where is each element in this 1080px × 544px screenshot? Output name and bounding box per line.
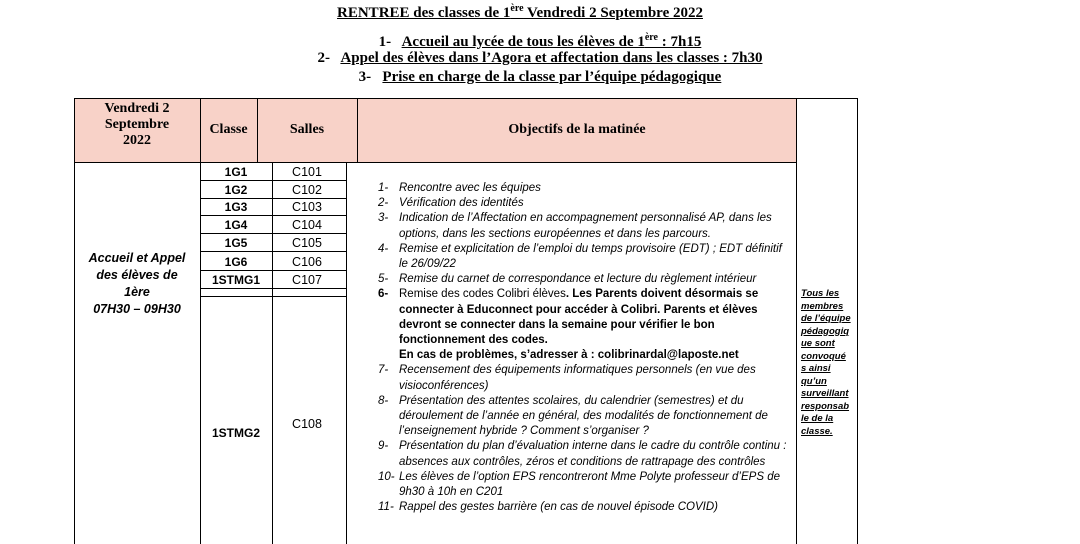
objective-text: Indication de l’Affectation en accompagnement personnalisé AP, dans les xyxy=(399,212,772,225)
objective-text: 9h30 à 10h en C201 xyxy=(399,486,504,499)
objective-text: Présentation du plan d’évaluation interne dans le cadre du contrôle continu : xyxy=(399,440,787,453)
note-line: membres xyxy=(801,300,844,312)
objective-text: Vérification des identités xyxy=(399,197,524,210)
objective-number: 8- xyxy=(378,394,389,407)
header-objectifs: Objectifs de la matinée xyxy=(508,122,646,137)
objective-number: 9- xyxy=(378,440,389,453)
objective-text-bold: devront se connecter dans la semaine pour vérifier le bon xyxy=(399,318,715,331)
header-date-line: 2022 xyxy=(123,133,151,148)
objective-item xyxy=(378,242,796,272)
objective-number: 10- xyxy=(378,470,395,483)
row-divider xyxy=(200,251,346,252)
objective-text-bold: connecter à Educonnect pour accéder à Colibri. Parents et élèves xyxy=(399,303,758,316)
step-text: Prise en charge de la classe par l’équipe pédagogique xyxy=(382,69,722,85)
class-name: 1G5 xyxy=(224,236,248,250)
objective-text: absences aux contrôles, zéros et conditions de rattrapage des contrôles xyxy=(399,455,766,468)
objective-text-bold: En cas de problèmes, s’adresser à : colibrinardal@laposte.net xyxy=(399,349,739,362)
title-date: Vendredi 2 Septembre 2022 xyxy=(523,5,703,21)
note-line: qu’un xyxy=(801,375,827,387)
note-line: ue sont xyxy=(801,338,835,349)
note-line: responsab xyxy=(801,400,850,412)
objective-text: options, dans les sections européennes et dans les parcours. xyxy=(399,227,711,240)
objective-text: déroulement de l’année en général, des modalités de fonctionnement de xyxy=(399,410,768,423)
col-divider xyxy=(346,163,347,544)
header-date-line: Vendredi 2 xyxy=(104,101,170,116)
session-line: 1ère xyxy=(124,285,150,299)
step-3 xyxy=(0,69,1080,86)
step-text: Appel des élèves dans l’Agora et affectation dans les classes : 7h30 xyxy=(340,50,763,66)
class-name: 1G4 xyxy=(224,218,248,232)
objective-number: 6- xyxy=(378,288,389,301)
room-name: C102 xyxy=(292,183,322,197)
objective-text: Rencontre avec les équipes xyxy=(399,182,541,194)
objective-number: 1- xyxy=(378,182,389,194)
objective-text: l’enseignement hybride ? Comment s’organiser ? xyxy=(399,425,649,438)
class-name: 1STMG1 xyxy=(211,273,260,287)
objective-text-bold: . Les Parents doivent désormais se xyxy=(565,288,759,301)
step-number: 3- xyxy=(358,69,372,85)
session-time: 07H30 – 09H30 xyxy=(93,302,181,316)
note-line: s ainsi xyxy=(801,363,831,374)
room-name: C107 xyxy=(292,273,322,287)
session-line: des élèves de xyxy=(96,268,178,282)
step-sup: ère xyxy=(644,32,658,43)
document-title xyxy=(0,3,1040,22)
objective-text: Remise des codes Colibri élèves xyxy=(399,288,566,301)
note-line: de l’équipe xyxy=(801,313,851,324)
objective-item xyxy=(378,181,796,196)
class-name: 1G3 xyxy=(224,200,248,214)
objective-item xyxy=(378,272,796,287)
objective-number: 7- xyxy=(378,364,389,377)
class-name: 1G1 xyxy=(224,165,248,179)
objective-text: Les élèves de l’option EPS rencontreront Mme Polyte professeur d’EPS de xyxy=(399,470,780,483)
staff-note xyxy=(801,288,855,438)
objective-item xyxy=(378,196,796,211)
objective-text: Présentation des attentes scolaires, du calendrier (semestres) et du xyxy=(399,394,744,407)
title-text: RENTREE des classes de 1 xyxy=(337,5,511,21)
note-line: Tous les xyxy=(801,288,840,299)
objective-number: 11- xyxy=(378,501,394,514)
objective-item xyxy=(378,287,796,363)
objective-text: le 26/09/22 xyxy=(399,258,456,271)
objective-number: 4- xyxy=(378,242,389,255)
row-divider xyxy=(200,215,346,216)
room-name: C103 xyxy=(292,200,322,214)
room-name: C104 xyxy=(292,218,322,232)
objective-text-bold: fonctionnement des codes. xyxy=(399,334,548,347)
session-cell xyxy=(74,250,200,318)
step-time: : 7h15 xyxy=(658,34,702,50)
objective-text: Rappel des gestes barrière (en cas de nouvel épisode COVID) xyxy=(399,501,718,514)
objective-number: 3- xyxy=(378,212,389,225)
step-number: 2- xyxy=(317,50,330,66)
note-line: le de la xyxy=(801,413,834,424)
header-date-line: Septembre xyxy=(104,117,170,132)
header-classe: Classe xyxy=(209,122,248,137)
note-line: pédagogiq xyxy=(801,325,850,337)
row-divider xyxy=(200,296,346,297)
row-divider xyxy=(200,288,346,289)
row-divider xyxy=(200,233,346,234)
objective-item xyxy=(378,363,796,393)
class-name: 1G2 xyxy=(224,183,248,197)
header-salles: Salles xyxy=(289,122,325,137)
session-line: Accueil et Appel xyxy=(88,251,186,265)
objective-item xyxy=(378,211,796,241)
objective-text: visioconférences) xyxy=(399,379,489,392)
objective-item xyxy=(378,470,796,500)
room-name: C108 xyxy=(292,417,322,431)
class-name: 1STMG2 xyxy=(211,426,260,440)
objective-number: 5- xyxy=(378,273,389,286)
objective-text: Remise et explicitation de l’emploi du temps provisoire (EDT) ; EDT définitif xyxy=(399,242,782,255)
row-divider xyxy=(200,180,346,181)
room-name: C106 xyxy=(292,255,322,269)
note-line: convoqué xyxy=(801,350,846,362)
objective-text: Recensement des équipements informatiques personnels (en vue des xyxy=(399,364,756,377)
objective-number: 2- xyxy=(378,197,389,210)
step-2 xyxy=(0,50,1080,67)
step-text: Accueil au lycée de tous les élèves de 1 xyxy=(401,34,645,50)
note-line: surveillant xyxy=(801,388,849,399)
header-date xyxy=(74,101,200,149)
objective-text: Remise du carnet de correspondance et lecture du règlement intérieur xyxy=(399,273,757,286)
class-name: 1G6 xyxy=(224,255,248,269)
row-divider xyxy=(200,270,346,271)
note-line: classe. xyxy=(801,425,833,437)
room-name: C105 xyxy=(292,236,322,250)
objectives-list xyxy=(378,181,796,515)
step-number: 1- xyxy=(378,34,392,50)
step-1 xyxy=(0,32,1080,51)
room-name: C101 xyxy=(292,165,322,179)
objective-item xyxy=(378,500,796,515)
objective-item xyxy=(378,439,796,469)
objective-item xyxy=(378,394,796,440)
row-divider xyxy=(200,198,346,199)
title-sup: ère xyxy=(510,3,524,14)
